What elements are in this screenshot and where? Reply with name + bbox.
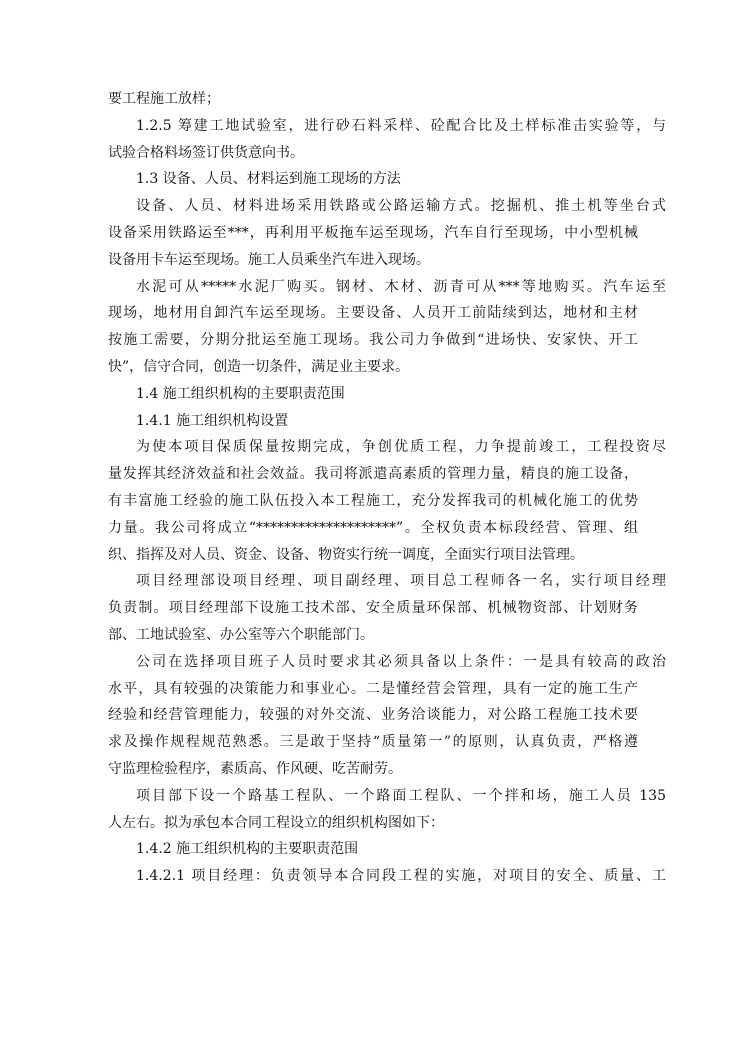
text-line: 量发挥其经济效益和社会效益。我司将派遣高素质的管理力量，精良的施工设备， [108,466,638,483]
text-line: 试验合格料场签订供货意向书。 [108,144,304,161]
document-body [108,86,666,890]
text-line: 设备、人员、材料进场采用铁路或公路运输方式。挖掘机、推土机等坐台式 [136,198,666,215]
text-line: 有丰富施工经验的施工队伍投入本工程施工，充分发挥我司的机械化施工的优势 [108,492,638,509]
text-line: 力量。我公司将成立“********************”。全权负责本标段经营、管理、组 [108,519,638,536]
section-heading: 1.3 设备、人员、材料运到施工现场的方法 [136,171,401,188]
text-line: 人左右。拟为承包本合同工程设立的组织机构图如下： [108,814,444,831]
text-line: 为使本项目保质保量按期完成，争创优质工程，力争提前竣工，工程投资尽 [136,439,666,456]
text-line: 要工程施工放样； [108,91,220,107]
text-line: 部、工地试验室、办公室等六个职能部门。 [108,626,374,643]
text-line: 现场，地材用自卸汽车运至现场。主要设备、人员开工前陆续到达，地材和主材 [108,305,638,322]
text-line: 水平，具有较强的决策能力和事业心。二是懂经营会管理，具有一定的施工生产 [108,680,638,697]
text-line: 按施工需要，分期分批运至施工现场。我公司力争做到“进场快、安家快、开工 [108,332,638,349]
text-line: 守监理检验程序，素质高、作风硬、吃苦耐劳。 [108,760,402,777]
text-line: 项目部下设一个路基工程队、一个路面工程队、一个拌和场，施工人员 135 [136,787,666,804]
text-line: 公司在选择项目班子人员时要求其必须具备以上条件：一是具有较高的政治 [136,653,666,670]
text-line: 求及操作规程规范熟悉。三是敢于坚持“质量第一”的原则，认真负责，严格遵 [108,734,638,751]
section-heading: 1.4 施工组织机构的主要职责范围 [136,385,345,402]
text-line: 织、指挥及对人员、资金、设备、物资实行统一调度，全面实行项目法管理。 [108,546,584,563]
text-line: 1.2.5 筹建工地试验室，进行砂石料采样、砼配合比及土样标准击实验等，与 [136,117,666,134]
text-line: 经验和经营管理能力，较强的对外交流、业务洽谈能力，对公路工程施工技术要 [108,707,638,724]
text-line: 项目经理部设项目经理、项目副经理、项目总工程师各一名，实行项目经理 [136,573,666,590]
text-line: 快”，信守合同，创造一切条件，满足业主要求。 [108,358,410,375]
text-line: 1.4.2.1 项目经理：负责领导本合同段工程的实施，对项目的安全、质量、工 [136,868,666,885]
text-line: 水泥可从*****水泥厂购买。钢材、木材、沥青可从***等地购买。汽车运至 [136,278,666,295]
text-line: 设备采用铁路运至***，再利用平板拖车运至现场，汽车自行至现场，中小型机械 [108,224,638,241]
section-heading: 1.4.1 施工组织机构设置 [136,412,289,429]
text-line: 负责制。项目经理部下设施工技术部、安全质量环保部、机械物资部、计划财务 [108,600,638,617]
section-heading: 1.4.2 施工组织机构的主要职责范围 [136,841,359,858]
text-line: 设备用卡车运至现场。施工人员乘坐汽车进入现场。 [108,251,430,268]
